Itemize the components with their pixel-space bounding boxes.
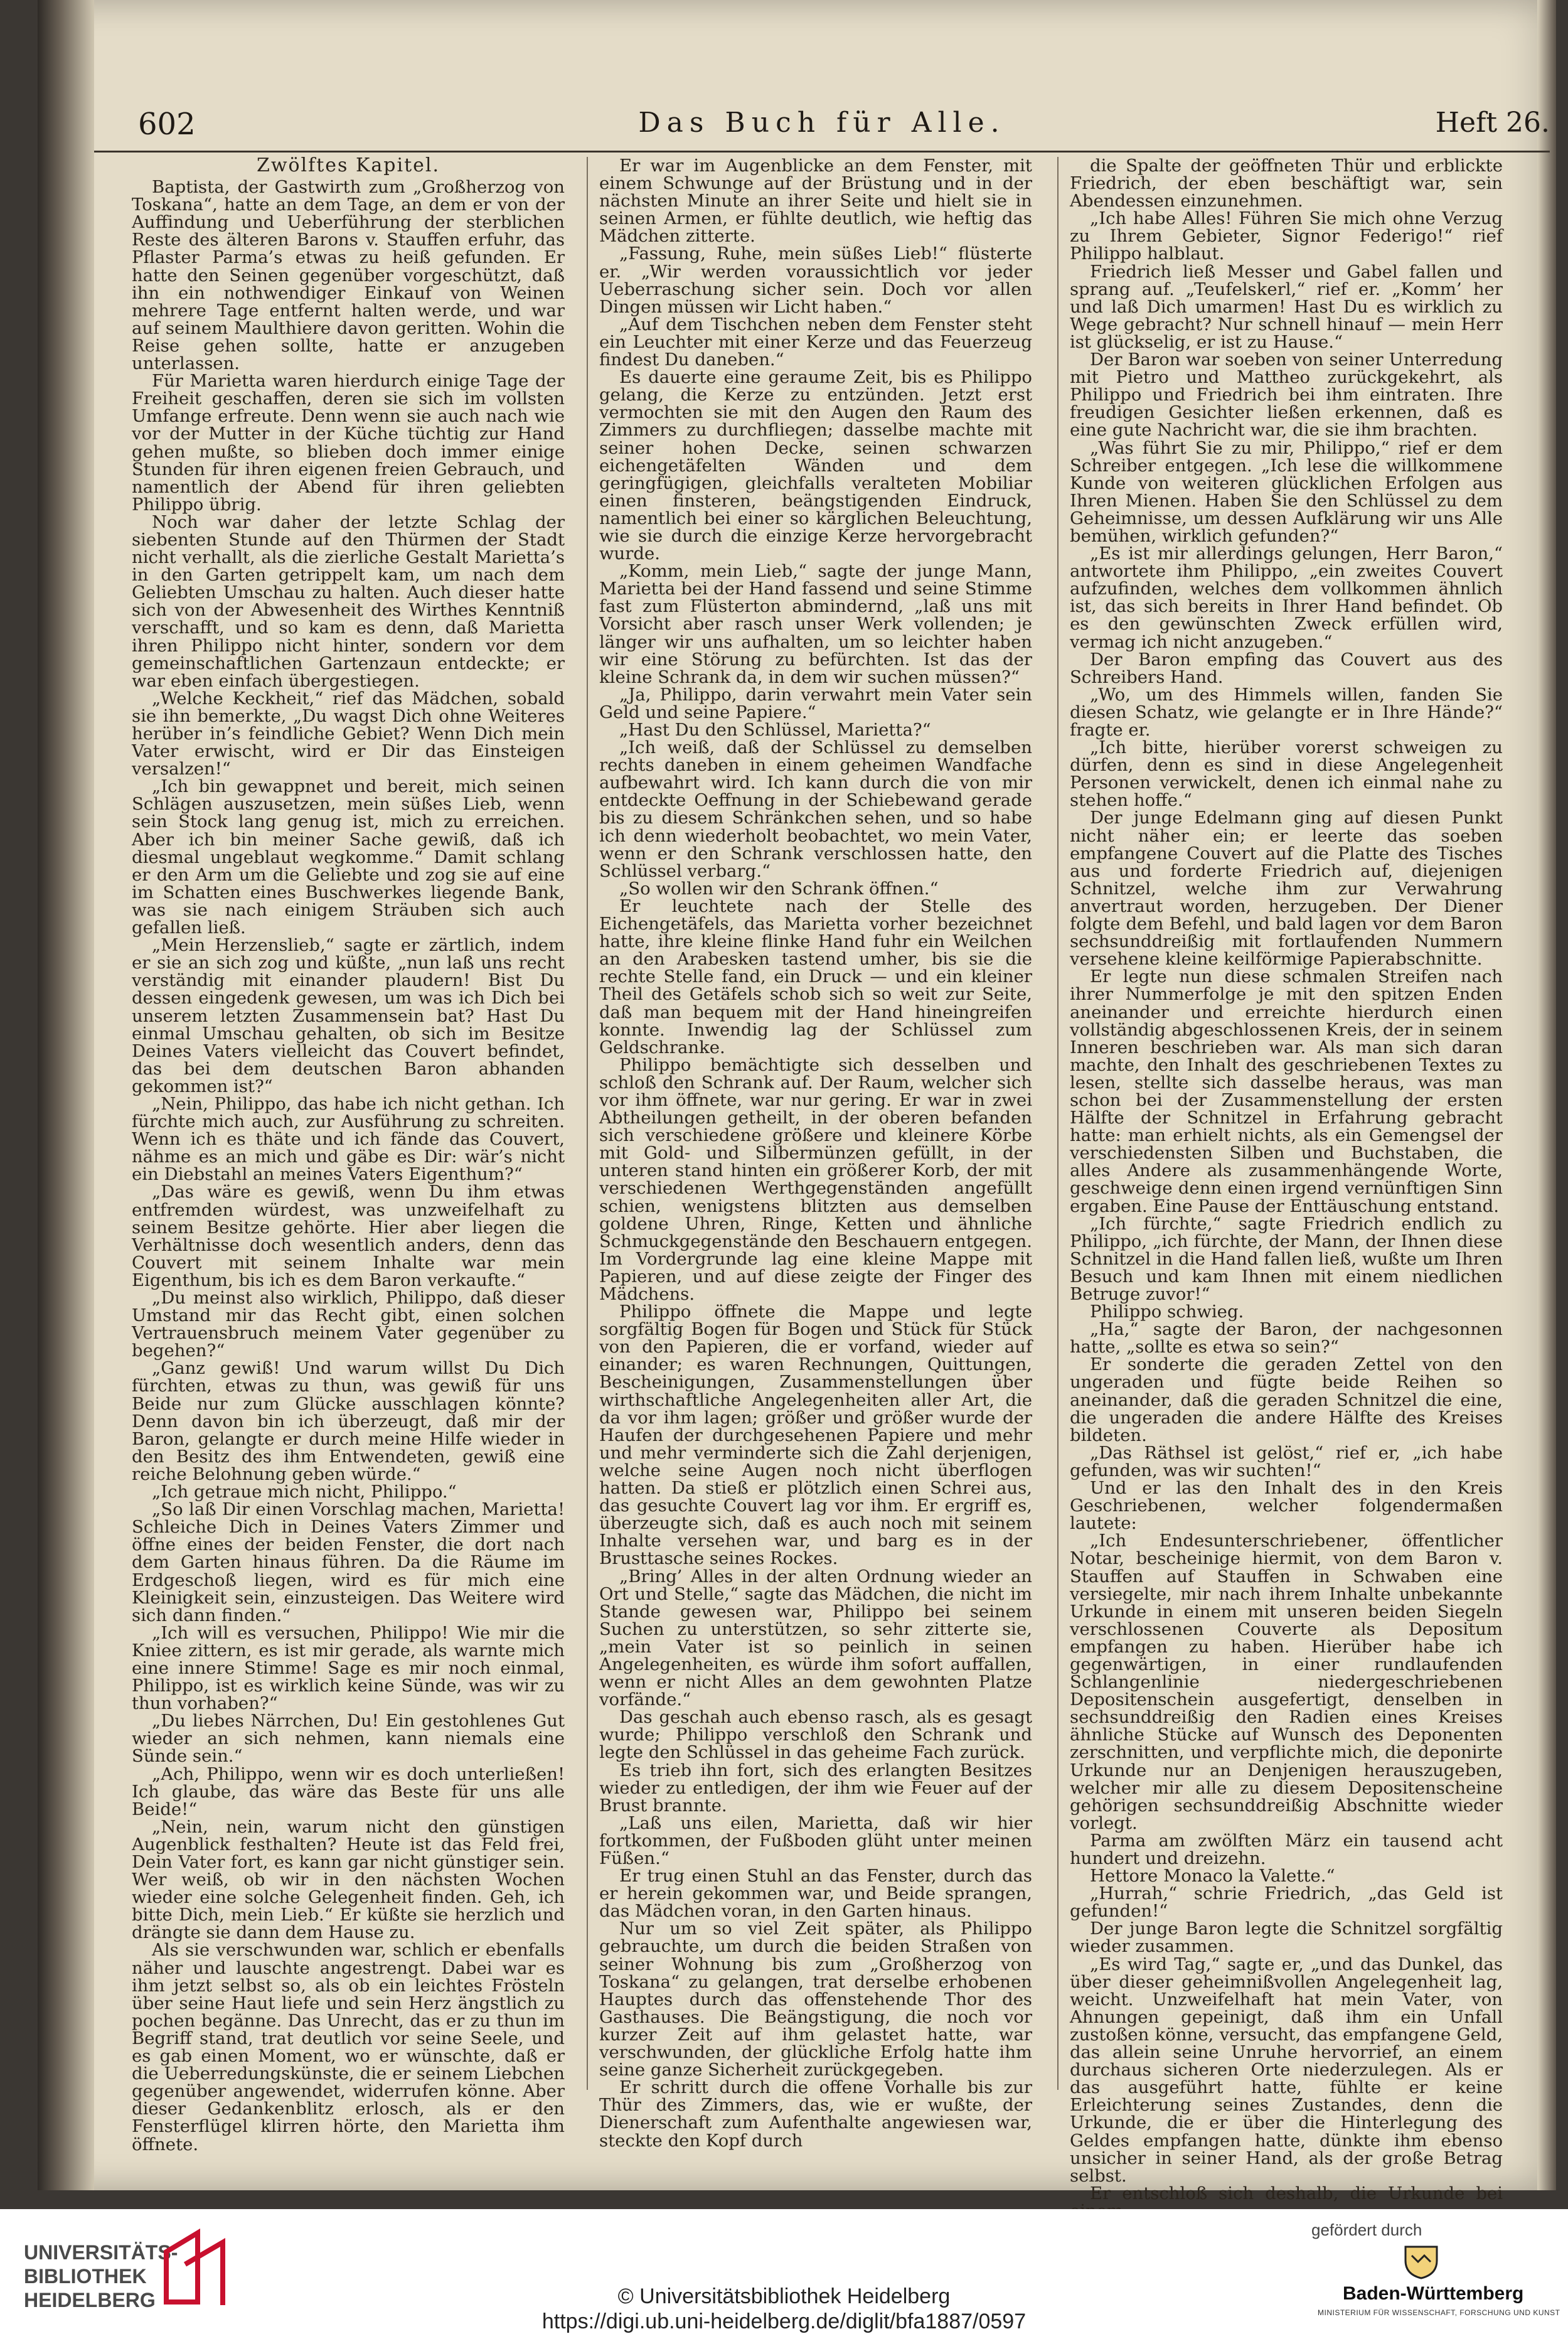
paragraph: „Ha,“ sagte der Baron, der nachgesonnen hatte, „sollte es etwa so sein?“ (1070, 1319, 1503, 1357)
permalink[interactable]: https://digi.ub.uni-heidelberg.de/diglit/bfa1887/0597 (541, 2310, 1027, 2333)
paragraph: Der Baron empfing das Couvert aus des Schreibers Hand. (1070, 649, 1503, 687)
paragraph: „Ich Endesunterschriebener, öffentlicher Notar, bescheinige hiermit, von dem Baron v. Stauffen auf Stauffen in Schwaben eine versiegelte, mir nach ihrem Inhalte unbekannte Urkunde in einem mit unseren beiden Siegeln verschlossenen Couverte als Depositum empfangen zu haben. Hierüber habe ich gegenwärtigen, in einer rundlaufenden Schlangenlinie niedergeschriebenen Depositenschein ausgefertigt, denselben in sechsunddreißig den Radien eines Kreises ähnliche Stücke auf Wunsch des Deponenten zerschnitten, und verpflichte mich, die deponirte Urkunde nur an Denjenigen herauszugeben, welcher mir alle zu diesem Depositenscheine gehörigen sechsunddreißig Abschnitte wieder vorlegt. (1070, 1531, 1503, 1833)
paragraph: Das geschah auch ebenso rasch, als es gesagt wurde; Philippo verschloß den Schrank und legte den Schlüssel in das geheime Fach zurück. (599, 1707, 1032, 1763)
paragraph: Er war im Augenblicke an dem Fenster, mit einem Schwunge auf der Brüstung und in der nächsten Minute an ihrer Seite und hielt sie in seinen Armen, er fühlte deutlich, wie heftig das Mädchen zitterte. (599, 156, 1032, 247)
paragraph: Der junge Baron legte die Schnitzel sorgfältig wieder zusammen. (1070, 1919, 1503, 1957)
paragraph: „So laß Dir einen Vorschlag machen, Marietta! Schleiche Dich in Deines Vaters Zimmer und öffne eines der beiden Fenster, die dort nach dem Garten hinaus führen. Da die Räume im Erdgeschoß liegen, wird es für mich eine Kleinigkeit sein, einzusteigen. Das Weitere wird sich dann finden.“ (132, 1499, 565, 1625)
paragraph: „Ich bitte, hierüber vorerst schweigen zu dürfen, denn es sind in diese Angelegenheit Personen verwickelt, denen ich einmal nahe zu stehen hoffe.“ (1070, 737, 1503, 811)
paragraph: die Spalte der geöffneten Thür und erblickte Friedrich, der eben beschäftigt war, sein Abendessen einzunehmen. (1070, 156, 1503, 211)
text-column-3 (1070, 156, 1503, 2203)
library-logo-text: UNIVERSITÄTS- BIBLIOTHEK HEIDELBERG (24, 2241, 178, 2311)
paragraph: Der Baron war soeben von seiner Unterredung mit Pietro und Mattheo zurückgekehrt, als Philippo und Friedrich bei ihm eintraten. Ihre freudigen Gesichter ließen erkennen, daß es eine gute Nachricht war, die sie ihm brachten. (1070, 350, 1503, 441)
paragraph: „So wollen wir den Schrank öffnen.“ (619, 878, 939, 899)
paragraph: Noch war daher der letzte Schlag der siebenten Stunde auf den Thürmen der Stadt nicht verhallt, als die zierliche Gestalt Marietta’s in den Garten getrippelt kam, um nach dem Geliebten Umschau zu halten. Auch dieser hatte sich von der Abwesenheit des Wirthes Kenntniß verschafft, und so kam es denn, daß Marietta ihren Philippo nicht hinter, sondern vor dem gemeinschaftlichen Gartenzaun entdeckte; er war eben einfach übergestiegen. (132, 511, 565, 691)
paragraph: „Es ist mir allerdings gelungen, Herr Baron,“ antwortete ihm Philippo, „ein zweites Couvert aufzufinden, welches dem vollkommen ähnlich ist, das sich bereits in Ihrer Hand befindet. Ob es den gewünschten Zweck erfüllen wird, vermag ich nicht anzugeben.“ (1070, 543, 1503, 652)
paragraph: „Es wird Tag,“ sagte er, „und das Dunkel, das über dieser geheimnißvollen Angelegenheit lag, weicht. Unzweifelhaft hat mein Vater, von Ahnungen gepeinigt, daß ihm ein Unfall zustoßen könne, versucht, das empfangene Geld, das allein seine Unruhe hervorrief, an einem durchaus sicheren Orte niederzulegen. Als er das ausgeführt hatte, fühlte er keine Erleichterung seines Zustandes, denn die Urkunde, die er über die Hinterlegung des Geldes empfangen hatte, dünkte ihm ebenso unsicher in seiner Hand, als der große Betrag selbst. (1070, 1954, 1503, 2186)
paragraph: „Welche Keckheit,“ rief das Mädchen, sobald sie ihn bemerkte, „Du wagst Dich ohne Weiteres herüber in’s feindliche Gebiet? Wenn Dich mein Vater erwischt, wird er Dir das Einsteigen versalzen!“ (132, 688, 565, 779)
paragraph: Parma am zwölften März ein tausend acht hundert und dreizehn. (1070, 1830, 1503, 1868)
paragraph: „Hurrah,“ schrie Friedrich, „das Geld ist gefunden!“ (1070, 1883, 1503, 1922)
paragraph: „Auf dem Tischchen neben dem Fenster steht ein Leuchter mit einer Kerze und das Feuerzeug findest Du daneben.“ (599, 314, 1032, 370)
state-emblem-icon (1399, 2242, 1443, 2279)
paragraph: „Ich bin gewappnet und bereit, mich seinen Schlägen auszusetzen, mein süßes Lieb, wenn sein Stock lang genug ist, mich zu erreichen. Aber ich bin meiner Sache gewiß, daß ich diesmal ungeblaut wegkomme.“ Damit schlang er den Arm um die Geliebte und zog sie auf eine im Schatten eines Buschwerkes liegende Bank, was sie nach einigem Sträuben sich auch gefallen ließ. (132, 776, 565, 938)
paragraph: „Ich fürchte,“ sagte Friedrich endlich zu Philippo, „ich fürchte, der Mann, der Ihnen diese Schnitzel in die Hand fallen ließ, wußte um Ihren Besuch und kam Ihnen mit einem niedlichen Betruge zuvor!“ (1070, 1213, 1503, 1304)
paragraph: „Ich will es versuchen, Philippo! Wie mir die Kniee zittern, es ist mir gerade, als warnte mich eine innere Stimme! Sage es mir noch einmal, Philippo, ist es wirklich keine Sünde, was wir zu thun vorhaben?“ (132, 1622, 565, 1714)
paragraph: Philippo öffnete die Mappe und legte sorgfältig Bogen für Bogen und Stück für Stück von den Papieren, die er vorfand, wieder auf einander; es waren Rechnungen, Quittungen, Bescheinigungen, Zusammenstellungen über wirthschaftliche Angelegenheiten aller Art, die da vor ihm lagen; größer und größer wurde der Haufen der durchgesehenen Papiere und mehr und mehr verminderte sich die Zahl derjenigen, welche seine Augen noch nicht überflogen hatten. Da stieß er plötzlich einen Schrei aus, das gesuchte Couvert lag vor ihm. Er ergriff es, überzeugte sich, daß es auch noch mit seinem Inhalte versehen war, und barg es in der Brusttasche seines Rockes. (599, 1302, 1032, 1569)
copyright-notice: © Universitätsbibliothek Heidelberg (617, 2284, 951, 2308)
paragraph: „Das wäre es gewiß, wenn Du ihm etwas entfremden würdest, was unzweifelhaft zu seinem Besitze gehörte. Hier aber liegen die Verhältnisse doch wesentlich anders, denn das Couvert mit seinem Inhalte war mein Eigenthum, bis ich es dem Baron verkaufte.“ (132, 1182, 565, 1290)
paragraph: „Wo, um des Himmels willen, fanden Sie diesen Schatz, wie gelangte er in Ihre Hände?“ fragte er. (1070, 684, 1503, 740)
page-number: 602 (138, 107, 196, 142)
paragraph: Für Marietta waren hierdurch einige Tage der Freiheit geschaffen, deren sie sich im vollsten Umfange erfreute. Denn wenn sie auch nach wie vor der Mutter in der Küche tüchtig zur Hand gehen mußte, so blieben doch immer einige Stunden für ihren eigenen freien Gebrauch, und namentlich der Abend für ihren geliebten Philippo übrig. (132, 371, 565, 515)
viewer-footer (0, 2209, 1568, 2333)
paragraph: „Was führt Sie zu mir, Philippo,“ rief er dem Schreiber entgegen. „Ich lese die willkommene Kunde von weiteren glücklichen Erfolgen aus Ihren Mienen. Haben Sie den Schlüssel zu dem Geheimnisse, um dessen Aufklärung wir uns Alle bemühen, wirklich gefunden?“ (1070, 437, 1503, 546)
paragraph: „Du liebes Närrchen, Du! Ein gestohlenes Gut wieder an sich nehmen, kann niemals eine Sünde sein.“ (132, 1711, 565, 1767)
text-column-1 (132, 154, 565, 2155)
ministry-name: MINISTERIUM FÜR WISSENSCHAFT, FORSCHUNG UND KUNST (1318, 2308, 1560, 2317)
running-header (94, 107, 1550, 153)
paragraph: Es dauerte eine geraume Zeit, bis es Philippo gelang, die Kerze zu entzünden. Jetzt erst vermochten sie mit den Augen den Raum des Zimmers zu durchfliegen; dasselbe machte mit seiner hohen Decke, seinen schwarzen eichengetäfelten Wänden und dem geringfügigen, gleichfalls veralteten Mobiliar einen finsteren, beängstigenden Eindruck, namentlich bei einer so kärglichen Beleuchtung, wie sie durch die einzige Kerze hervorgebracht wurde. (599, 367, 1032, 564)
paragraph: Er sonderte die geraden Zettel von den ungeraden und fügte beide Reihen so aneinander, daß die geraden Schnitzel die eine, die ungeraden die andere Hälfte des Kreises bildeten. (1070, 1354, 1503, 1445)
paragraph: „Ich habe Alles! Führen Sie mich ohne Verzug zu Ihrem Gebieter, Signor Federigo!“ rief Philippo halblaut. (1070, 208, 1503, 264)
paragraph: Friedrich ließ Messer und Gabel fallen und sprang auf. „Teufelskerl,“ rief er. „Komm’ her und laß Dich umarmen! Hast Du es wirklich zu Wege gebracht? Nur schnell hinauf — mein Herr ist glückselig, er ist zu Hause.“ (1070, 261, 1503, 352)
page-edge (1537, 0, 1556, 2190)
paragraph: „Du meinst also wirklich, Philippo, daß dieser Umstand mir das Recht gibt, einen solchen Vertrauensbruch meinem Vater gegenüber zu begehen?“ (132, 1288, 565, 1361)
book-binding (38, 0, 94, 2190)
paragraph: „Nein, nein, warum nicht den günstigen Augenblick festhalten? Heute ist das Feld frei, Dein Vater fort, es kann gar nicht günstiger sein. Wer weiß, ob wir in den nächsten Wochen wieder eine solche Gelegenheit finden. Geh, ich bitte Dich, mein Lieb.“ Er küßte sie herzlich und drängte sie dann dem Hause zu. (132, 1816, 565, 1943)
paragraph: „Mein Herzenslieb,“ sagte er zärtlich, indem er sie an sich zog und küßte, „nun laß uns recht verständig mit einander plaudern! Bist Du dessen eingedenk gewesen, um was ich Dich bei unserem letzten Zusammensein bat? Hast Du einmal Umschau gehalten, ob sich im Besitze Deines Vaters vielleicht das Couvert befindet, das bei dem deutschen Baron abhanden gekommen ist?“ (132, 935, 565, 1096)
issue-number: Heft 26. (1435, 107, 1550, 139)
paragraph: „Ich weiß, daß der Schlüssel zu demselben rechts daneben in einem geheimen Wandfache aufbewahrt wird. Ich kann durch die von mir entdeckte Oeffnung in der Schiebewand gerade bis zu diesem Schränkchen sehen, und so habe ich denn wiederholt beobachtet, wo mein Vater, wenn er den Schrank verschlossen hatte, den Schlüssel verbarg.“ (599, 737, 1032, 881)
paragraph: „Ja, Philippo, darin verwahrt mein Vater sein Geld und seine Papiere.“ (599, 684, 1032, 722)
paragraph: Er legte nun diese schmalen Streifen nach ihrer Nummerfolge je mit den spitzen Enden aneinander und erreichte hierdurch einen vollständig abgeschlossenen Kreis, der in seinem Inneren beschrieben war. Als man sich daran machte, den Inhalt des geschriebenen Textes zu lesen, stellte sich dasselbe heraus, was man schon bei der Zusammenstellung der ersten Hälfte der Schnitzel in Erfahrung gebracht hatte: man erhielt nichts, als ein Gemengsel der verschiedensten Silben und Buchstaben, die alles Andere als zusammenhängende Worte, geschweige denn einen irgend vernünftigen Sinn ergaben. Eine Pause der Enttäuschung entstand. (1070, 966, 1503, 1216)
paragraph: Und er las den Inhalt des in den Kreis Geschriebenen, welcher folgendermaßen lautete: (1070, 1478, 1503, 1534)
paragraph: Baptista, der Gastwirth zum „Großherzog von Toskana“, hatte an dem Tage, an dem er von der Auffindung und Ueberführung der sterblichen Reste des älteren Barons v. Stauffen erfuhr, das Pflaster Parma’s etwas zu heiß gefunden. Er hatte den Seinen gegenüber vorgeschützt, daß ihn ein nothwendiger Einkauf von Weinen mehrere Tage entfernt halten werde, und war auf seinem Maulthiere davon geritten. Wohin die Reise gehen sollte, hatte er anzugeben unterlassen. (132, 177, 565, 374)
paragraph: „Ich getraue mich nicht, Philippo.“ (152, 1482, 457, 1502)
paragraph: Er entschloß sich deshalb, die Urkunde bei (1090, 2183, 1503, 2203)
paragraph: „Hast Du den Schlüssel, Marietta?“ (619, 720, 931, 740)
column-divider (587, 157, 588, 2090)
paragraph: „Fassung, Ruhe, mein süßes Lieb!“ flüsterte er. „Wir werden voraussichtlich vor jeder Ueberraschung sicher sein. Doch vor allen Dingen müssen wir Licht haben.“ (599, 244, 1032, 317)
funded-by-label: gefördert durch (1311, 2220, 1422, 2239)
paragraph: „Komm, mein Lieb,“ sagte der junge Mann, Marietta bei der Hand fassend und seine Stimme fast zum Flüsterton abmindernd, „laß uns mit Vorsicht aber rasch unser Werk vollenden; je länger wir uns aufhalten, um so leichter haben wir eine Störung zu befürchten. Ist das der kleine Schrank da, in dem wir suchen müssen?“ (599, 561, 1032, 687)
paragraph: „Ach, Philippo, wenn wir es doch unterließen! Ich glaube, das wäre das Beste für uns alle Beide!“ (132, 1764, 565, 1819)
chapter-title: Zwölftes Kapitel. (256, 154, 440, 176)
paragraph: Nur um so viel Zeit später, als Philippo gebrauchte, um durch die beiden Straßen von seiner Wohnung bis zum „Großherzog von Toskana“ zu gelangen, trat derselbe erhobenen Hauptes durch das offenstehende Thor des Gasthauses. Die Beängstigung, die noch vor kurzer Zeit auf ihm gelastet hatte, war verschwunden, der glückliche Erfolg hatte ihm seine ganze Sicherheit zurückgegeben. (599, 1919, 1032, 2080)
paragraph: Er schritt durch die offene Vorhalle bis zur Thür des Zimmers, das, wie er wußte, der Dienerschaft zum Aufenthalte angewiesen war, steckte den Kopf durch (599, 2077, 1032, 2151)
paragraph: Er trug einen Stuhl an das Fenster, durch das er herein gekommen war, und Beide sprangen, das Mädchen voran, in den Garten hinaus. (599, 1866, 1032, 1922)
column-divider (1057, 157, 1059, 2090)
paragraph: „Laß uns eilen, Marietta, daß wir hier fortkommen, der Fußboden glüht unter meinen Füßen.“ (599, 1812, 1032, 1868)
paragraph: Philippo bemächtigte sich desselben und schloß den Schrank auf. Der Raum, welcher sich vor ihm öffnete, war nur gering. Er war in zwei Abtheilungen getheilt, in der oberen befanden sich verschiedene größere und kleinere Körbe mit Gold- und Silbermünzen gefüllt, in der unteren stand hinten ein größerer Korb, der mit verschiedenen Werthgegenständen angefüllt schien, wenigstens blitzten aus demselben goldene Uhren, Ringe, Ketten und ähnliche Schmuckgegenstände den Beschauern entgegen. Im Vordergrunde lag eine kleine Mappe mit Papieren, und auf diese zeigte der Finger des Mädchens. (599, 1054, 1032, 1304)
paragraph: Als sie verschwunden war, schlich er ebenfalls näher und lauschte angestrengt. Dabei war es ihm jetzt selbst so, als ob ein leichtes Frösteln über seine Haut liefe und sein Herz ängstlich zu pochen begänne. Das Unrecht, das er zu thun im Begriff stand, trat deutlich vor seine Seele, und es gab einen Moment, wo er wünschte, daß er die Ueberredungskünste, die er seinem Liebchen gegenüber angewendet, widerrufen könne. Aber dieser Gedankenblitz erlosch, als er den Fensterflügel klirren hörte, den Marietta ihm öffnete. (132, 1940, 565, 2155)
paragraph: Philippo schwieg. (1090, 1302, 1244, 1322)
paragraph: Es trieb ihn fort, sich des erlangten Besitzes wieder zu entledigen, der ihm wie Feuer auf der Brust brannte. (599, 1760, 1032, 1816)
journal-title: Das Buch für Alle. (638, 107, 1006, 139)
text-column-2 (599, 156, 1032, 2151)
paragraph: „Das Räthsel ist gelöst,“ rief er, „ich habe gefunden, was wir suchten!“ (1070, 1442, 1503, 1480)
paragraph: Der junge Edelmann ging auf diesen Punkt nicht näher ein; er leerte das soeben empfangene Couvert auf die Platte des Tisches aus und forderte Friedrich auf, diejenigen Schnitzel, welche ihm zur Verwahrung anvertraut worden, herzugeben. Der Diener folgte dem Befehl, und bald lagen vor dem Baron sechsunddreißig mit fortlaufenden Nummern versehene kleine keilförmige Papierabschnitte. (1070, 808, 1503, 970)
paragraph: „Ganz gewiß! Und warum willst Du Dich fürchten, etwas zu thun, was gewiß für uns Beide nur zum Glücke ausschlagen könnte? Denn davon bin ich überzeugt, daß mir der Baron, gelangte er durch meine Hilfe wieder in den Besitz des ihm Entwendeten, gewiß eine reiche Belohnung geben würde.“ (132, 1358, 565, 1484)
paragraph: „Nein, Philippo, das habe ich nicht gethan. Ich fürchte mich auch, zur Ausführung zu schreiten. Wenn ich es thäte und ich fände das Couvert, nähme es an mich und gäbe es Dir: wär’s nicht ein Diebstahl an meines Vaters Eigenthum?“ (132, 1093, 565, 1185)
paragraph: „Bring’ Alles in der alten Ordnung wieder an Ort und Stelle,“ sagte das Mädchen, die nicht im Stande gewesen war, Philippo bei seinem Suchen zu unterstützen, so sehr zitterte sie, „mein Vater ist so peinlich in seinen Angelegenheiten, es würde ihm sofort auffallen, wenn er nicht Alles an dem gewohnten Platze vorfände.“ (599, 1566, 1032, 1710)
paragraph: Hettore Monaco la Valette.“ (1090, 1866, 1335, 1887)
paragraph: Er leuchtete nach der Stelle des Eichengetäfels, das Marietta vorher bezeichnet hatte, ihre kleine flinke Hand fuhr ein Weilchen an den Arabesken tastend umher, bis sie die rechte Stelle fand, ein Druck — und ein kleiner Theil des Getäfels schob sich so weit zur Seite, daß man bequem mit der Hand hineingreifen konnte. Inwendig lag der Schlüssel zum Geldschranke. (599, 896, 1032, 1057)
state-name: Baden-Württemberg (1343, 2283, 1524, 2304)
